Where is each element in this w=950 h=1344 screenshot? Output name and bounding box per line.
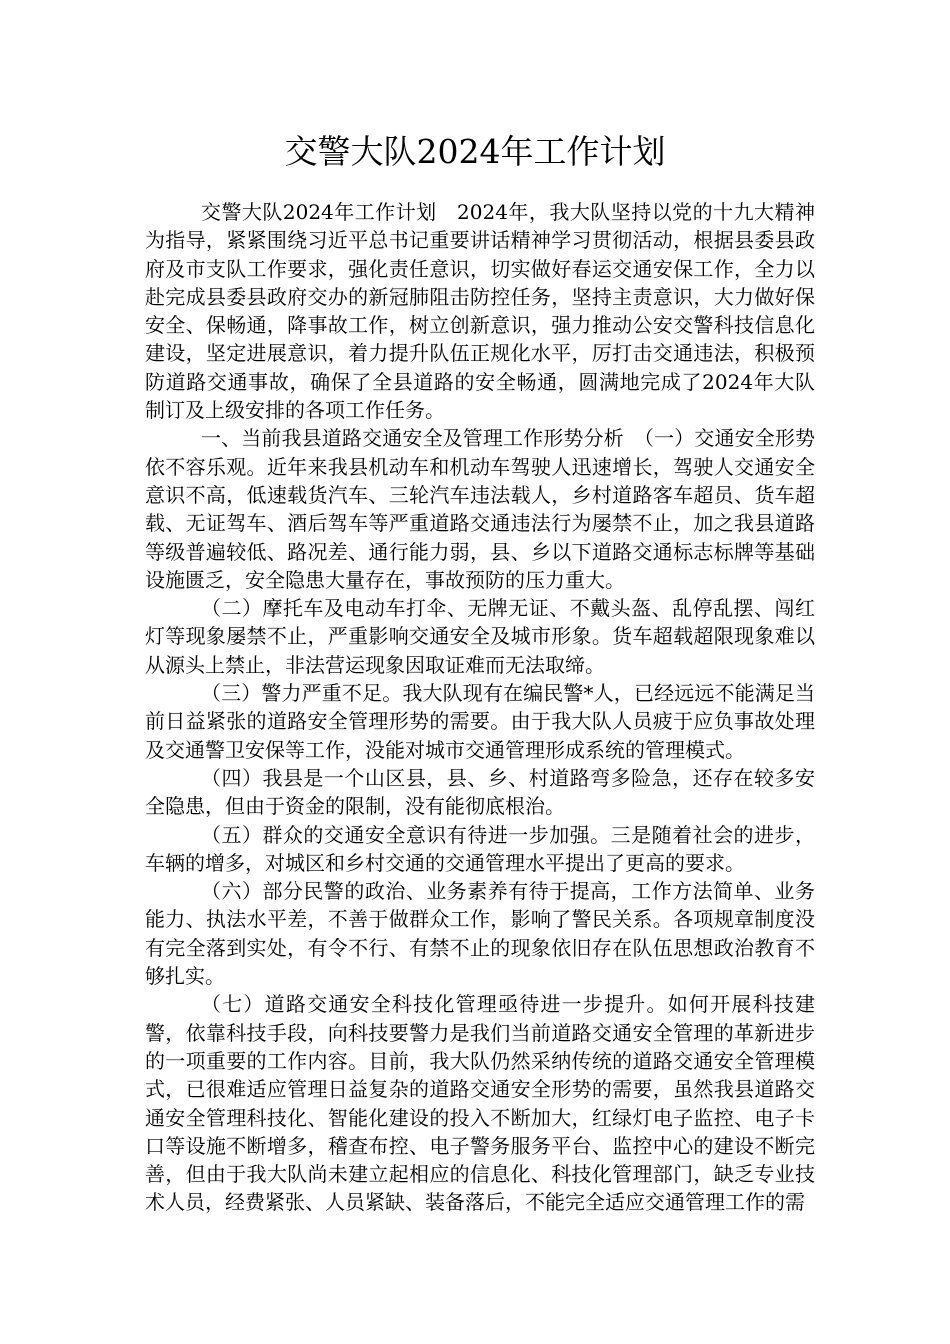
paragraph-item-3: （三）警力严重不足。我大队现有在编民警*人，已经远远不能满足当前日益紧张的道路安全管理形势的需要。由于我大队人员疲于应负事故处理及交通警卫安保等工作，没能对城市交通管理形成系统的管理模式。	[145, 681, 815, 762]
paragraph-item-2: （二）摩托车及电动车打伞、无牌无证、不戴头盔、乱停乱摆、闯红灯等现象屡禁不止，严重影响交通安全及城市形象。货车超载超限现象难以从源头上禁止，非法营运现象因取证难而无法取缔。	[145, 596, 815, 677]
paragraph-item-5: （五）群众的交通安全意识有待进一步加强。三是随着社会的进步，车辆的增多，对城区和乡村交通的交通管理水平提出了更高的要求。	[145, 822, 815, 875]
document-title: 交警大队2024年工作计划	[284, 132, 666, 171]
paragraph-intro: 交警大队2024年工作计划 2024年，我大队坚持以党的十九大精神为指导，紧紧围绕习近平总书记重要讲话精神学习贯彻活动，根据县委县政府及市支队工作要求，强化责任意识，切实做好春运交通安保工作，全力以赴完成县委县政府交办的新冠肺阻击防控任务，坚持主责意识，大力做好保安全、保畅通，降事故工作，树立创新意识，强力推动公安交警科技信息化建设，坚定进展意识，着力提升队伍正规化水平，厉打击交通违法，积极预防道路交通事故，确保了全县道路的安全畅通，圆满地完成了2024年大队制订及上级安排的各项工作任务。	[145, 200, 815, 423]
paragraph-item-7: （七）道路交通安全科技化管理亟待进一步提升。如何开展科技建警，依靠科技手段，向科技要警力是我们当前道路交通安全管理的革新进步的一项重要的工作内容。目前，我大队仍然采纳传统的道路交通安全管理模式，已很难适应管理日益复杂的道路交通安全形势的需要，虽然我县道路交通安全管理科技化、智能化建设的投入不断加大，红绿灯电子监控、电子卡口等设施不断增多，稽查布控、电子警务服务平台、监控中心的建设不断完善，但由于我大队尚未建立起相应的信息化、科技化管理部门，缺乏专业技术人员，经费紧张、人员紧缺、装备落后，不能完全适应交通管理工作的需	[145, 992, 815, 1215]
paragraph-item-4: （四）我县是一个山区县，县、乡、村道路弯多险急，还存在较多安全隐患，但由于资金的限制，没有能彻底根治。	[145, 765, 815, 819]
paragraph-situation-analysis: 一、当前我县道路交通安全及管理工作形势分析 （一）交通安全形势依不容乐观。近年来我县机动车和机动车驾驶人迅速增长，驾驶人交通安全意识不高，低速载货汽车、三轮汽车违法载人，乡村道路客车超员、货车超载、无证驾车、酒后驾车等严重道路交通违法行为屡禁不止，加之我县道路等级普遍较低、路况差、通行能力弱，县、乡以下道路交通标志标牌等基础设施匮乏，安全隐患大量存在，事故预防的压力重大。	[145, 426, 815, 592]
paragraph-item-6: （六）部分民警的政治、业务素养有待于提高，工作方法简单、业务能力、执法水平差，不善于做群众工作，影响了警民关系。各项规章制度没有完全落到实处，有令不行、有禁不止的现象依旧存在队伍思想政治教育不够扎实。	[145, 879, 815, 989]
document-body	[145, 198, 815, 1217]
